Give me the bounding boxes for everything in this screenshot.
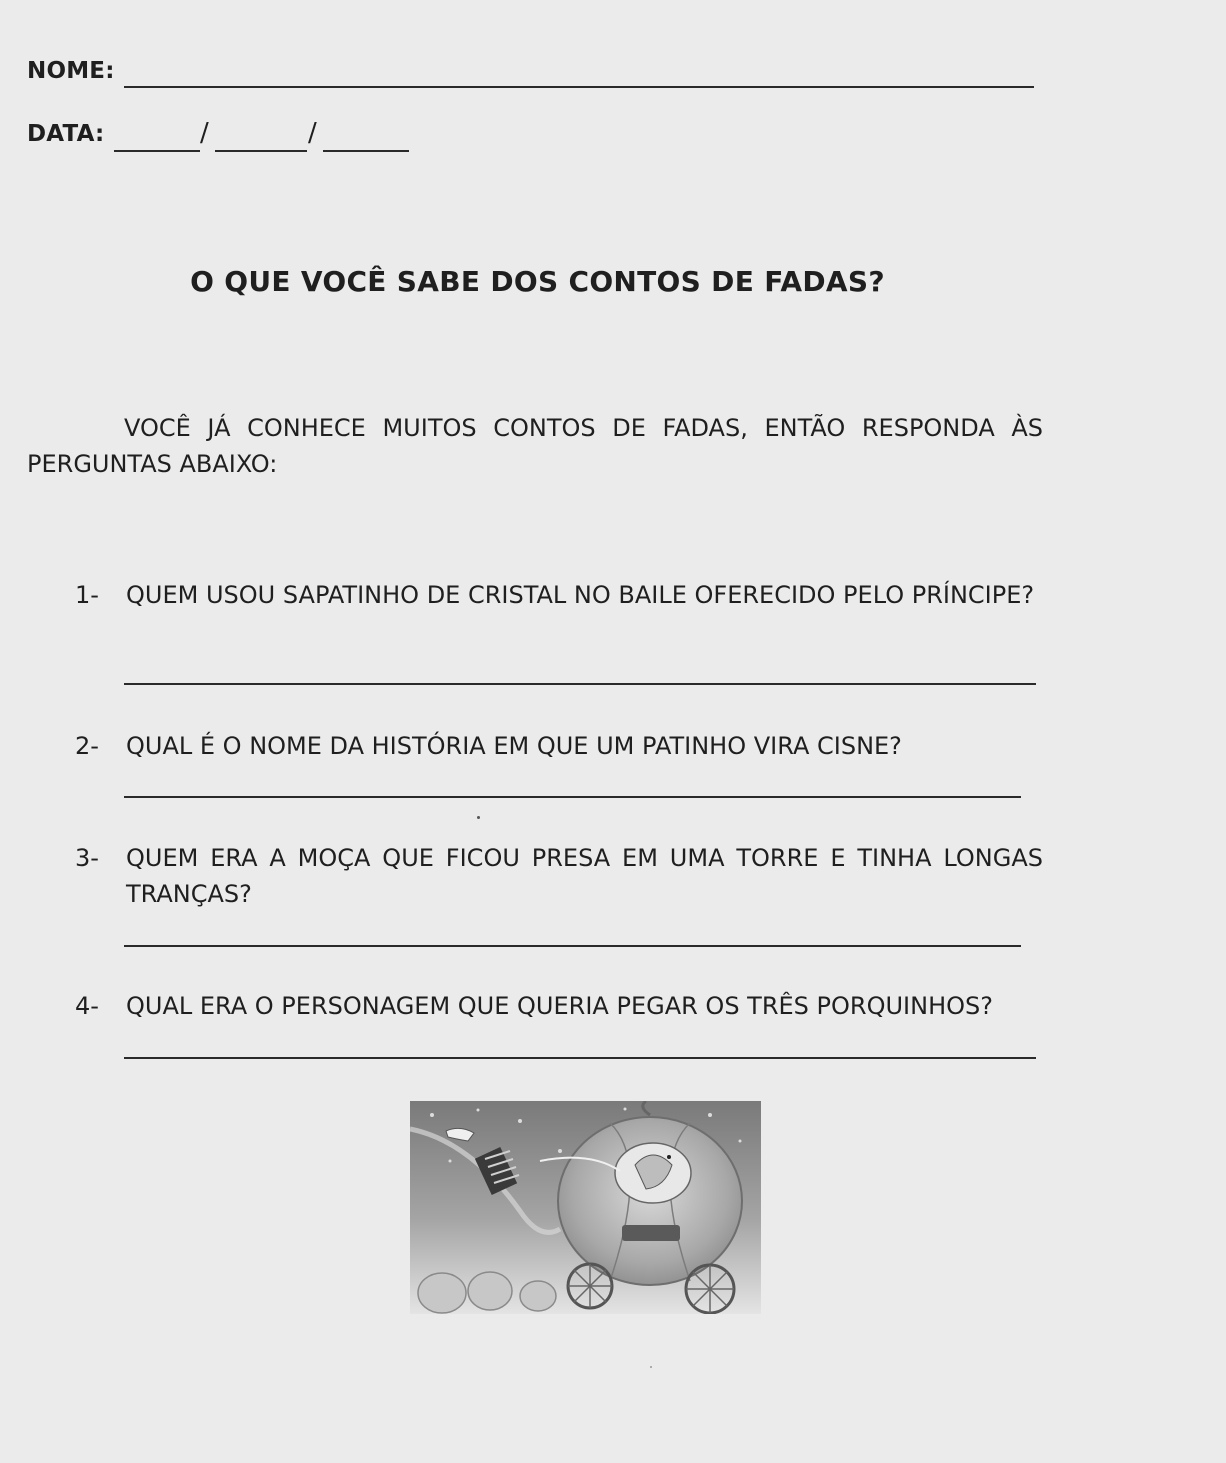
speck [650,1366,652,1368]
answer-line-3[interactable] [124,945,1021,947]
question-number: 1- [75,581,99,609]
date-separator-2: / [308,118,317,148]
pumpkin-carriage-illustration [410,1101,761,1314]
name-answer-line[interactable] [124,86,1034,88]
question-text: QUEM USOU SAPATINHO DE CRISTAL NO BAILE OFERECIDO PELO PRÍNCIPE? [126,581,1035,609]
answer-line-2[interactable] [124,796,1021,798]
date-label: DATA: [27,121,105,147]
question-4 [75,988,1043,1028]
intro-text: VOCÊ JÁ CONHECE MUITOS CONTOS DE FADAS, ENTÃO RESPONDA ÀS PERGUNTAS ABAIXO: [27,414,1043,478]
name-label: NOME: [27,58,115,84]
question-2 [75,728,1043,768]
question-number: 3- [75,844,99,872]
worksheet-title: O QUE VOCÊ SABE DOS CONTOS DE FADAS? [190,265,885,298]
date-month-line[interactable] [215,150,307,152]
question-1 [75,577,1043,657]
speck [477,816,480,819]
date-year-line[interactable] [323,150,409,152]
question-text: QUAL É O NOME DA HISTÓRIA EM QUE UM PATINHO VIRA CISNE? [126,732,902,760]
date-separator-1: / [200,118,209,148]
answer-line-4[interactable] [124,1057,1036,1059]
question-number: 4- [75,992,99,1020]
question-text: QUEM ERA A MOÇA QUE FICOU PRESA EM UMA TORRE E TINHA LONGAS TRANÇAS? [126,844,1043,908]
date-day-line[interactable] [114,150,200,152]
question-number: 2- [75,732,99,760]
question-3 [75,840,1043,920]
question-text: QUAL ERA O PERSONAGEM QUE QUERIA PEGAR OS TRÊS PORQUINHOS? [126,992,993,1020]
answer-line-1[interactable] [124,683,1036,685]
